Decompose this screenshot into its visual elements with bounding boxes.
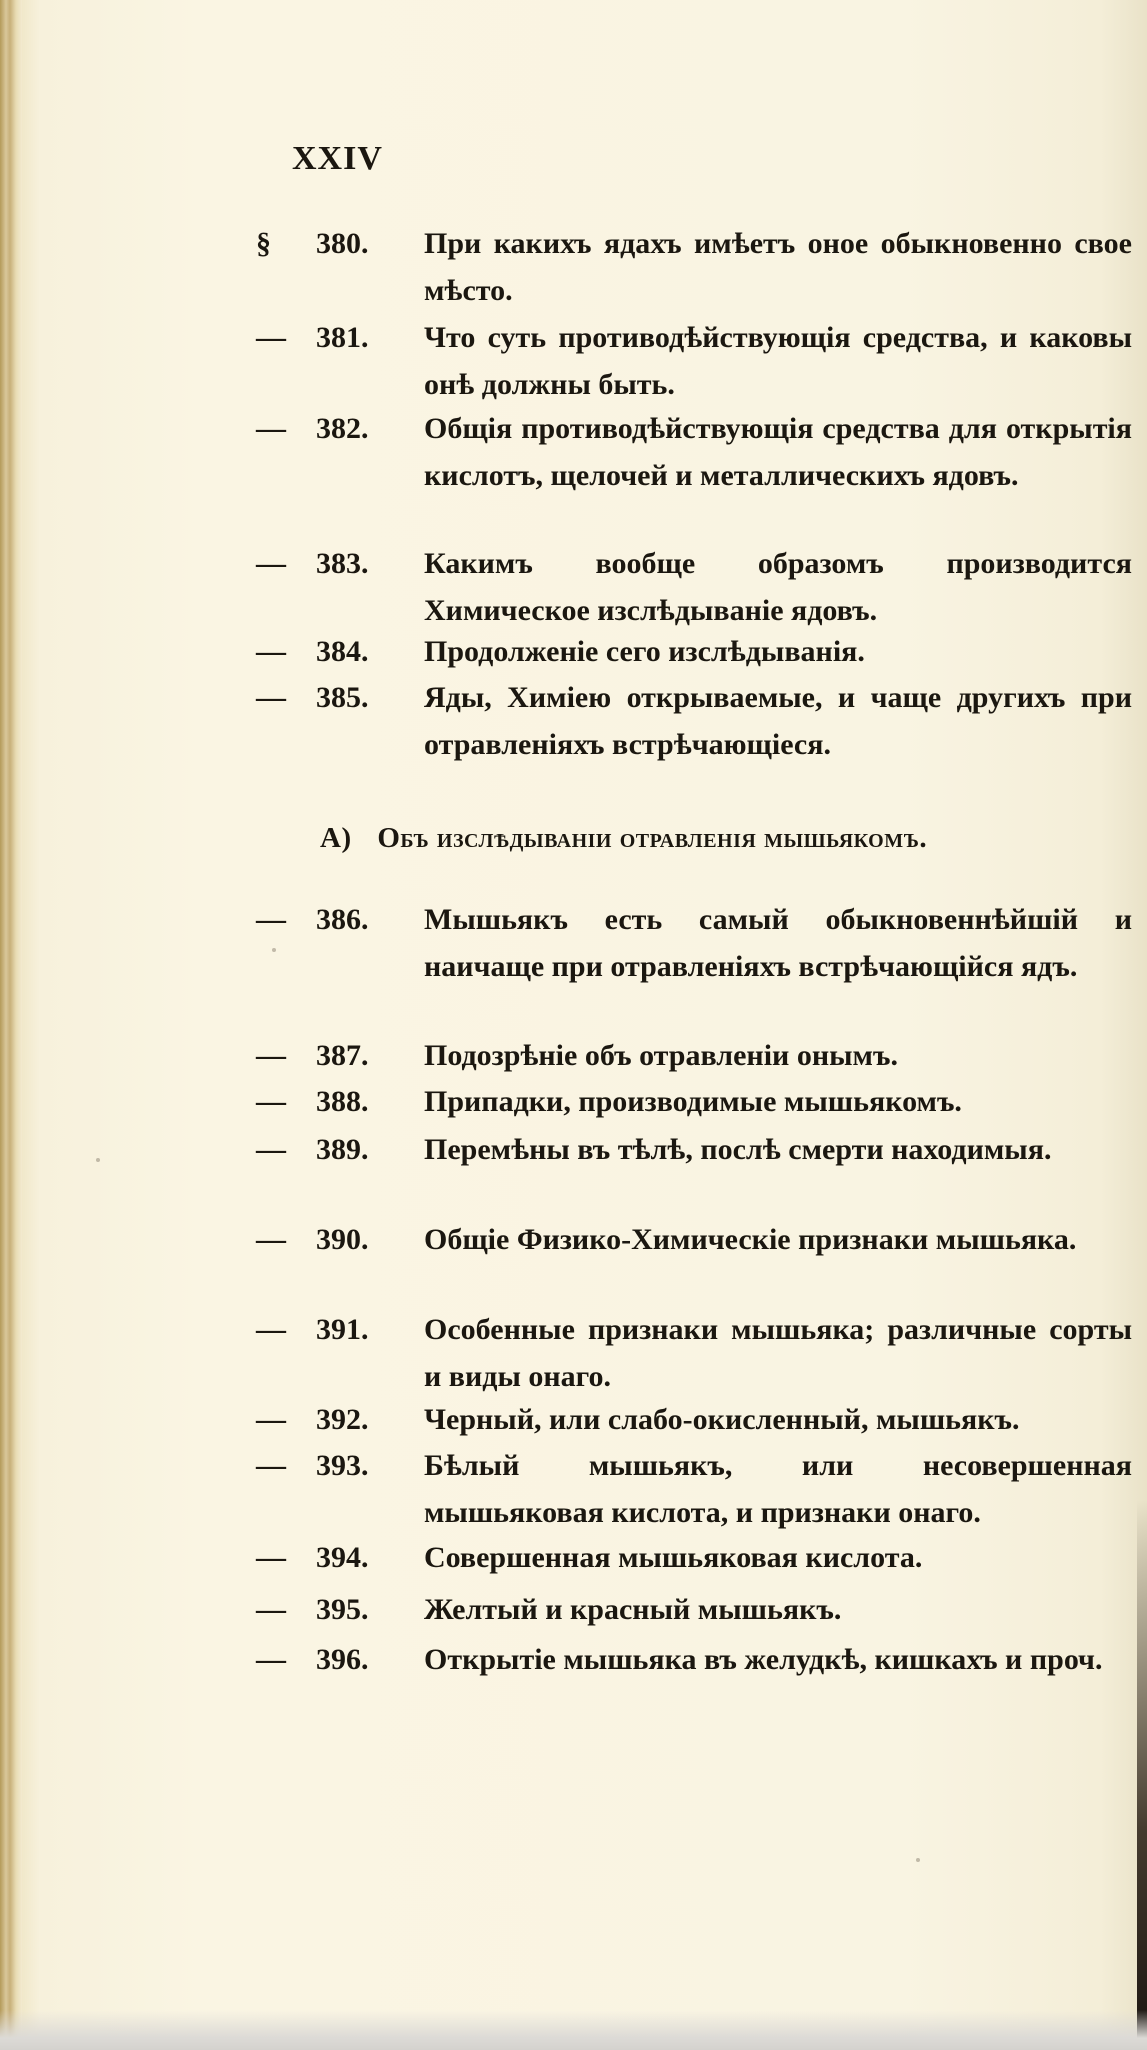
- entry-number: 388.: [316, 1085, 369, 1118]
- dash-mark: —: [256, 1313, 286, 1346]
- entry-text: Какимъ вообще образомъ производится Химическое изслѣдываніе ядовъ.: [424, 547, 1132, 627]
- entry-number: 383.: [316, 547, 369, 580]
- entry-text: Желтый и красный мышьякъ.: [424, 1593, 842, 1626]
- section-heading: [320, 822, 927, 855]
- dash-mark: —: [256, 1449, 286, 1482]
- entry-number: 391.: [316, 1313, 369, 1346]
- entry-text: Мышьякъ есть самый обыкновеннѣйшій и наичаще при отравленіяхъ встрѣчающійся ядъ.: [424, 903, 1132, 983]
- entry-text: Перемѣны въ тѣлѣ, послѣ смерти находимыя.: [424, 1133, 1052, 1166]
- dash-mark: —: [256, 1133, 286, 1166]
- entry-text: Что суть противодѣйствующія средства, и каковы онѣ должны быть.: [424, 321, 1132, 401]
- scan-bottom-margin: [0, 2010, 1147, 2050]
- dash-mark: —: [256, 1223, 286, 1256]
- entry-number: 394.: [316, 1541, 369, 1574]
- dash-mark: —: [256, 1039, 286, 1072]
- entry-text: Продолженіе сего изслѣдыванія.: [424, 635, 865, 668]
- paper-speck: [272, 948, 276, 952]
- entry-number: 396.: [316, 1643, 369, 1676]
- entry-number: 382.: [316, 412, 369, 445]
- entry-text: Припадки, производимые мышьякомъ.: [424, 1085, 962, 1118]
- book-spine-edge: [0, 0, 22, 2050]
- entry-number: 381.: [316, 321, 369, 354]
- entry-text: Особенные признаки мышьяка; различные сорты и виды онаго.: [424, 1313, 1132, 1393]
- dash-mark: —: [256, 681, 286, 714]
- entry-number: 384.: [316, 635, 369, 668]
- paper-speck: [916, 1858, 920, 1862]
- entry-text: Подозрѣніе объ отравленіи онымъ.: [424, 1039, 898, 1072]
- dash-mark: —: [256, 547, 286, 580]
- entry-text: Общія противодѣйствующія средства для открытія кислотъ, щелочей и металлическихъ ядовъ.: [424, 412, 1132, 492]
- page-edge-shadow: [1137, 1500, 1147, 2050]
- dash-mark: —: [256, 1593, 286, 1626]
- dash-mark: —: [256, 1541, 286, 1574]
- entry-number: 386.: [316, 903, 369, 936]
- entry-text: Открытіе мышьяка въ желудкѣ, кишкахъ и проч.: [424, 1643, 1103, 1676]
- entry-text: При какихъ ядахъ имѣетъ оное обыкновенно свое мѣсто.: [424, 227, 1132, 307]
- dash-mark: —: [256, 412, 286, 445]
- dash-mark: —: [256, 903, 286, 936]
- section-letter: A): [320, 822, 352, 854]
- entry-text: Черный, или слабо-окисленный, мышьякъ.: [424, 1403, 1020, 1436]
- entry-number: 390.: [316, 1223, 369, 1256]
- entry-text: Яды, Химіею открываемые, и чаще другихъ при отравленіяхъ встрѣчающіеся.: [424, 681, 1132, 761]
- paper-speck: [96, 1158, 100, 1162]
- page-number-header: XXIV: [292, 140, 383, 177]
- section-mark: §: [256, 227, 271, 260]
- dash-mark: —: [256, 1403, 286, 1436]
- entry-number: 393.: [316, 1449, 369, 1482]
- entry-number: 392.: [316, 1403, 369, 1436]
- dash-mark: —: [256, 1643, 286, 1676]
- entry-text: Общіе Физико-Химическіе признаки мышьяка.: [424, 1223, 1077, 1256]
- entry-text: Совершенная мышьяковая кислота.: [424, 1541, 923, 1574]
- section-title: Объ изслѣдываніи отравленія мышьякомъ.: [377, 822, 928, 854]
- entry-text: Бѣлый мышьякъ, или несовершенная мышьяковая кислота, и признаки онаго.: [424, 1449, 1132, 1529]
- dash-mark: —: [256, 1085, 286, 1118]
- entry-number: 387.: [316, 1039, 369, 1072]
- dash-mark: —: [256, 321, 286, 354]
- entry-number: 385.: [316, 681, 369, 714]
- entry-number: 395.: [316, 1593, 369, 1626]
- dash-mark: —: [256, 635, 286, 668]
- entry-number: 380.: [316, 227, 369, 260]
- entry-number: 389.: [316, 1133, 369, 1166]
